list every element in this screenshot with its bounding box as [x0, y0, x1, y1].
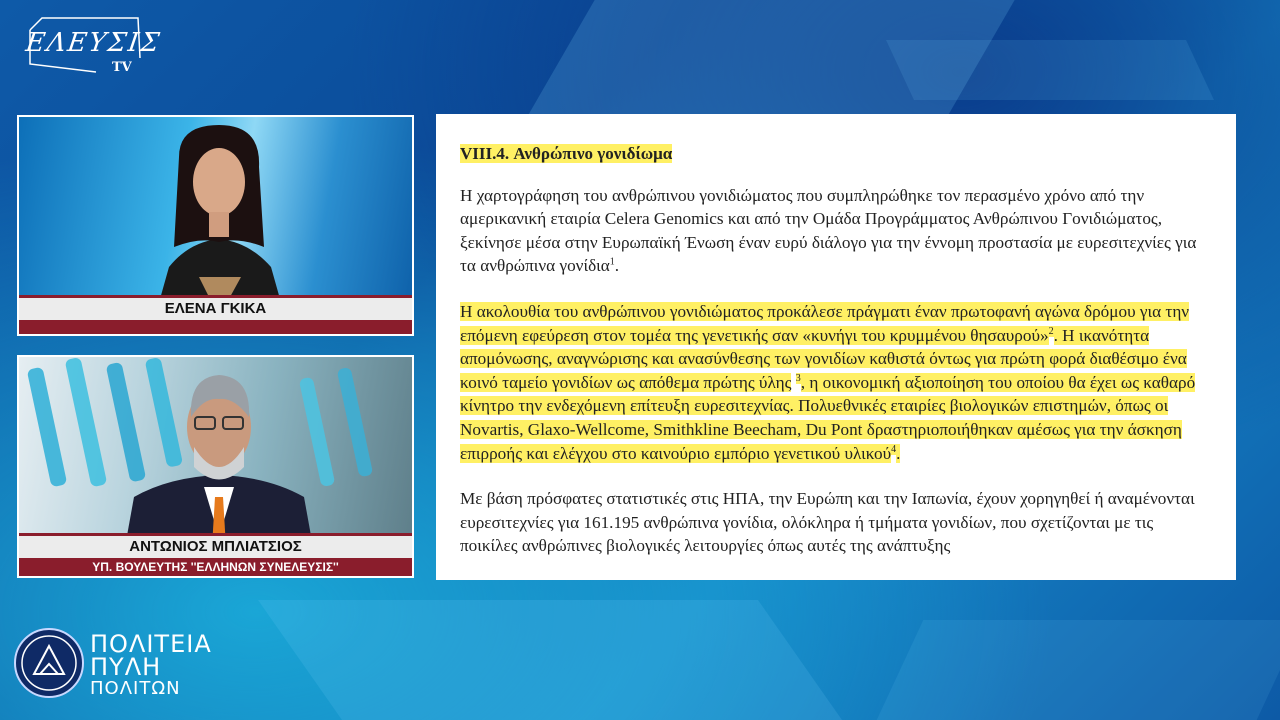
- logo-line-3: ΠΟΛΙΤΩΝ: [90, 678, 181, 699]
- paragraph-1-text: Η χαρτογράφηση του ανθρώπινου γονιδιώματος που συμπληρώθηκε τον περασμένο χρόνο από την αμερικανική εταιρία Celera Genomics και από την Ομάδα Προγράμματος Ανθρώπινου Γονιδιώματος, ξεκίνησε μέσα στην Ευρωπαϊκή Ένωση έναν ευρύ διάλογο για την έννομη προστασία με ευρεσιτεχνίες για τα ανθρώπινα γονίδια: [460, 185, 1197, 276]
- guest-title: ΥΠ. ΒΟΥΛΕΥΤΗΣ ''ΕΛΛΗΝΩΝ ΣΥΝΕΛΕΥΣΙΣ'': [19, 558, 412, 576]
- document-heading: VIII.4. Ανθρώπινο γονιδίωμα: [460, 144, 673, 163]
- guest-name: ΑΝΤΩΝΙΟΣ ΜΠΛΙΑΤΣΙΟΣ: [19, 533, 412, 558]
- background-shard: [877, 620, 1280, 720]
- host-lower-third: [19, 295, 412, 334]
- footnote-ref-1: 1: [609, 256, 615, 268]
- paragraph-1: Η χαρτογράφηση του ανθρώπινου γονιδιώματος που συμπληρώθηκε τον περασμένο χρόνο από την αμερικανική εταιρία Celera Genomics και από την Ομάδα Προγράμματος Ανθρώπινου Γονιδιώματος, ξεκίνησε μέσα στην Ευρωπαϊκή Ένωση έναν ευρύ διάλογο για την έννομη προστασία με ευρεσιτεχνίες για τα ανθρώπινα γονίδια$^1$.: [460, 185, 1197, 276]
- host-name: ΕΛΕΝΑ ΓΚΙΚΑ: [19, 295, 412, 320]
- paragraph-2-text-a: Η ακολουθία του ανθρώπινου γονιδιώματος προκάλεσε πράγματι έναν πρωτοφανή αγώνα δρόμου για την επόμενη εφεύρεση στον τομέα της γενετικής σαν «κυνήγι του κρυμμένου θησαυρού»: [460, 301, 1190, 345]
- paragraph-2: Η ακολουθία του ανθρώπινου γονιδιώματος προκάλεσε πράγματι έναν πρωτοφανή αγώνα δρόμου για την επόμενη εφεύρεση στον τομέα της γενετικής σαν «κυνήγι του κρυμμένου θησαυρού»$^2$. Η ικανότητα απομόνωσης, αναγνώρισης και ανασύνθεσης των γονιδίων καθιστά όντως για πρώτη φορά διαθέσιμο ένα κοινό ταμείο γονιδίων ως απόθεμα πρώτης ύλης $^3$, η οικονομική αξιοποίηση του οποίου θα έχει ως καθαρό κίνητρο την ενδεχόμενη επίτευξη ευρεσιτεχνίας. Πολυεθνικές εταιρίες βιολογικών επιστημών, όπως οι Novartis, Glaxo-Wellcome, Smithkline Beecham, Du Pont δραστηριοποιήθηκαν αμέσως για την άσκηση επιρροής και ελέγχου στο καινούριο εμπόριο γενετικού υλικού$^4$.: [460, 301, 1196, 463]
- paragraph-2-text-c: , η οικονομική αξιοποίηση του οποίου θα έχει ως καθαρό κίνητρο την ενδεχόμενη επίτευξη ευρεσιτεχνίας. Πολυεθνικές εταιρίες βιολογικών επιστημών, όπως οι Novartis, Glaxo-Wellcome, Smithkline Beecham, Du Pont δραστηριοποιήθηκαν αμέσως για την άσκηση επιρροής και ελέγχου στο καινούριο εμπόριο γενετικού υλικού: [460, 372, 1196, 463]
- document-page: [436, 114, 1236, 580]
- politeia-emblem-icon: [14, 628, 84, 698]
- channel-name: ΕΛΕΥΣΙΣ: [23, 28, 164, 58]
- channel-suffix: TV: [112, 60, 132, 75]
- footnote-ref-2: 2: [1048, 325, 1054, 337]
- document-body: [460, 184, 1210, 558]
- footnote-ref-3: 3: [795, 373, 801, 385]
- logo-line-1: ΠΟΛΙΤΕΙΑ: [90, 630, 212, 658]
- guest-video-panel: [17, 355, 414, 578]
- host-video-panel: [17, 115, 414, 336]
- background-shard: [886, 40, 1214, 100]
- footnote-ref-4: 4: [891, 443, 897, 455]
- paragraph-2-text-b: . Η ικανότητα απομόνωσης, αναγνώρισης και ανασύνθεσης των γονιδίων καθιστά όντως για πρώτη φορά διαθέσιμο ένα κοινό ταμείο γονιδίων ως απόθεμα πρώτης ύλης: [460, 325, 1187, 392]
- politeia-logo: [14, 628, 244, 708]
- background-shard: [258, 600, 842, 720]
- paragraph-3: Με βάση πρόσφατες στατιστικές στις ΗΠΑ, την Ευρώπη και την Ιαπωνία, έχουν χορηγηθεί ή αναμένονται ευρεσιτεχνίες για 161.195 ανθρώπινα γονίδια, ολόκληρα ή τμήματα γονιδίων, που σχετίζονται με τις ποικίλες ανθρώπινες βιολογικές λειτουργίες όπως αυτές της ανάπτυξης: [460, 489, 1195, 556]
- channel-logo: [23, 14, 164, 78]
- logo-line-2: ΠΥΛΗ: [90, 653, 162, 681]
- guest-lower-third: [19, 533, 412, 576]
- host-subplate: [19, 320, 412, 334]
